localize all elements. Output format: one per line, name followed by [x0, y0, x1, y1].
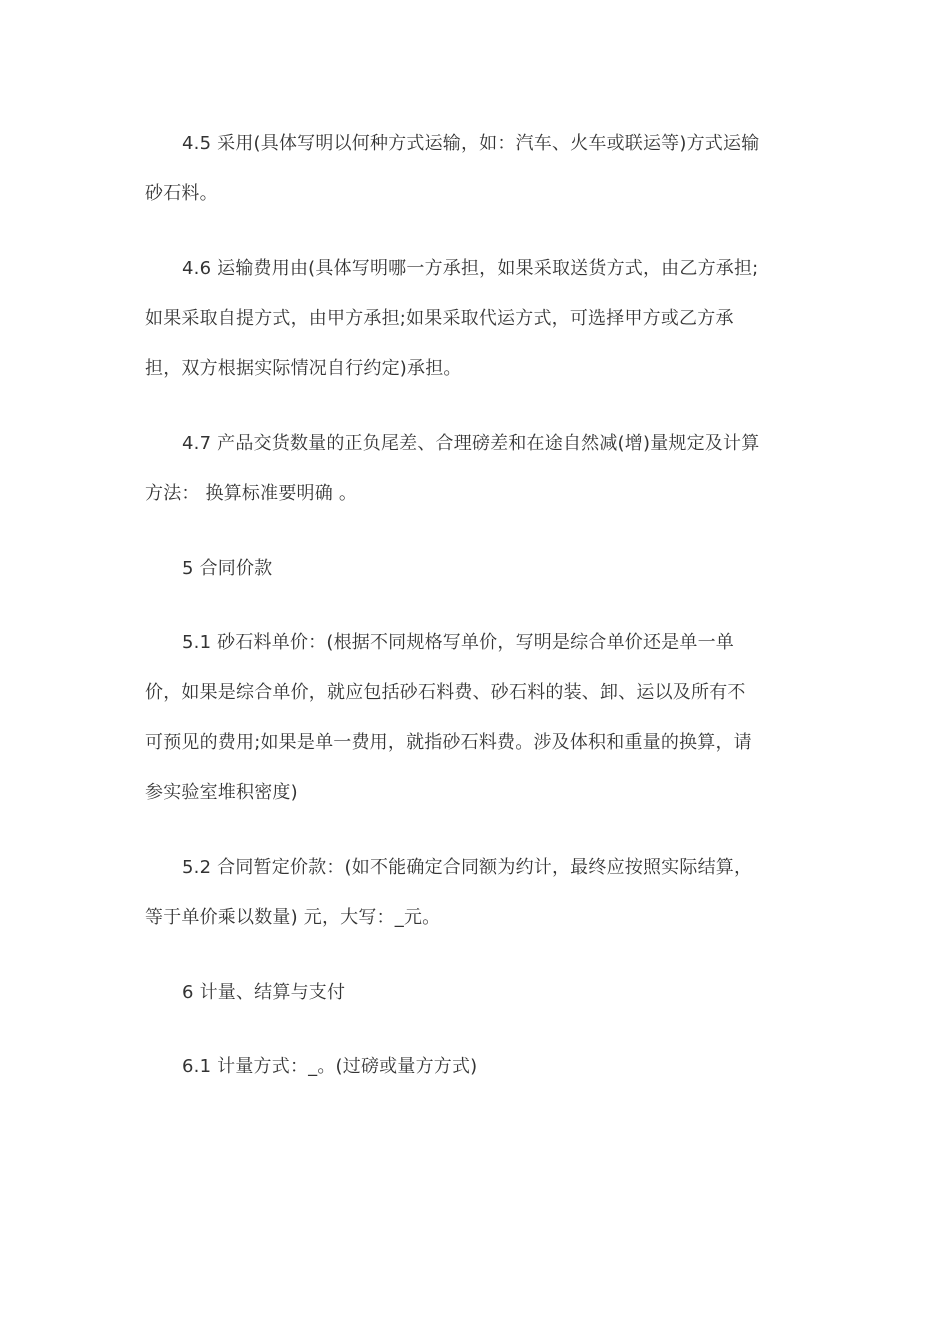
- paragraph-line: 4.7 产品交货数量的正负尾差、合理磅差和在途自然减(增)量规定及计算: [182, 433, 760, 454]
- section-heading: 6 计量、结算与支付: [182, 982, 346, 1003]
- paragraph-line: 参实验室堆积密度): [145, 782, 298, 803]
- paragraph-line: 如果采取自提方式，由甲方承担;如果采取代运方式，可选择甲方或乙方承: [145, 308, 734, 329]
- paragraph-line: 6.1 计量方式：_。(过磅或量方方式): [182, 1056, 478, 1077]
- paragraph-line: 价，如果是综合单价，就应包括砂石料费、砂石料的装、卸、运以及所有不: [145, 682, 746, 703]
- paragraph-line: 方法： 换算标准要明确 。: [145, 483, 358, 504]
- paragraph-line: 可预见的费用;如果是单一费用，就指砂石料费。涉及体积和重量的换算，请: [145, 732, 752, 753]
- section-heading: 5 合同价款: [182, 558, 273, 579]
- paragraph-line: 5.2 合同暂定价款：(如不能确定合同额为约计，最终应按照实际结算，: [182, 857, 753, 878]
- paragraph-line: 担，双方根据实际情况自行约定)承担。: [145, 358, 462, 379]
- paragraph-line: 5.1 砂石料单价：(根据不同规格写单价，写明是综合单价还是单一单: [182, 632, 734, 653]
- paragraph-line: 4.6 运输费用由(具体写明哪一方承担，如果采取送货方式，由乙方承担;: [182, 258, 759, 279]
- paragraph-line: 4.5 采用(具体写明以何种方式运输，如：汽车、火车或联运等)方式运输: [182, 133, 760, 154]
- paragraph-line: 等于单价乘以数量) 元，大写：_元。: [145, 907, 441, 928]
- paragraph-line: 砂石料。: [145, 183, 218, 204]
